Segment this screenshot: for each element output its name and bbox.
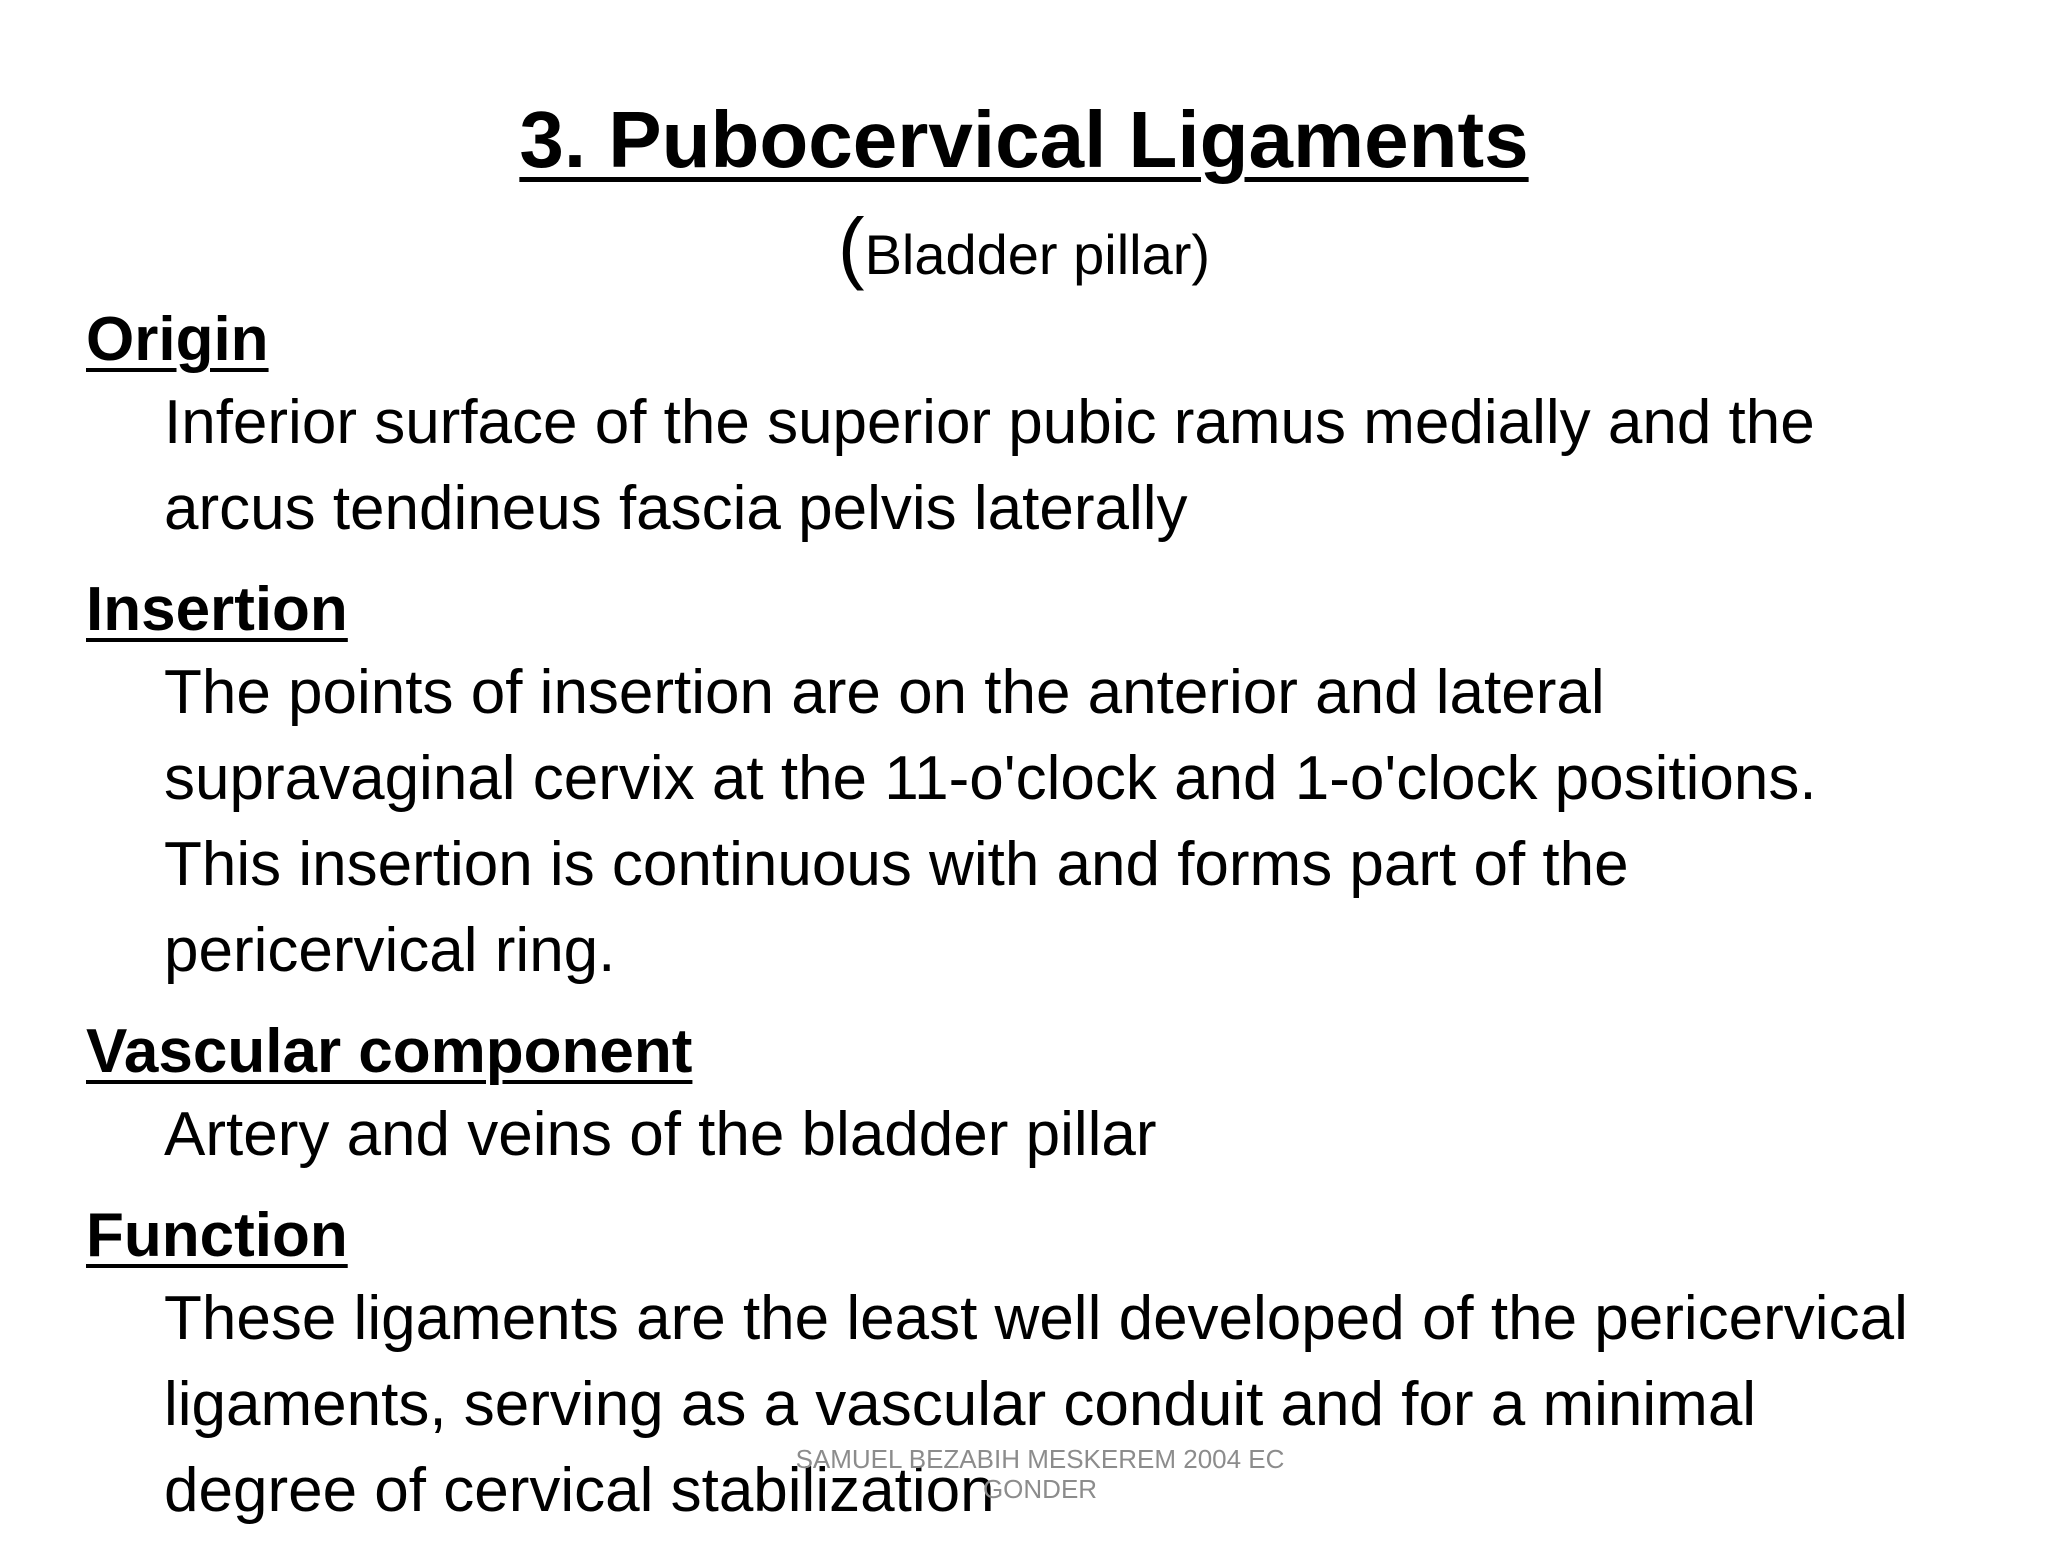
slide-title-text: 3. Pubocervical Ligaments: [519, 95, 1529, 184]
slide-subtitle: [0, 202, 2048, 291]
slide-content: [86, 300, 1966, 1552]
section-heading-insertion: Insertion: [86, 575, 348, 644]
slide-title: [0, 92, 2048, 188]
section-heading-function: Function: [86, 1201, 348, 1270]
section-text-origin: Inferior surface of the superior pubic ramus medially and the arcus tendineus fascia pelvis laterally: [164, 388, 1815, 543]
subtitle-text: Bladder pillar): [864, 223, 1211, 286]
section-text-insertion: The points of insertion are on the anterior and lateral supravaginal cervix at the 11-o'clock and 1-o'clock positions. This insertion is continuous with and forms part of the pericervical ring.: [164, 658, 1817, 985]
section-heading-vascular-component: Vascular component: [86, 1017, 693, 1086]
section-insertion: [86, 570, 1966, 994]
section-origin: [86, 300, 1966, 552]
section-vascular-component: [86, 1012, 1966, 1178]
section-text-function: These ligaments are the least well developed of the pericervical ligaments, serving as a vascular conduit and for a minimal degree of cervical stabilization: [164, 1284, 1908, 1525]
slide-footer: SAMUEL BEZABIH MESKEREM 2004 EC GONDER: [795, 1444, 1285, 1504]
section-text-vascular-component: Artery and veins of the bladder pillar: [164, 1100, 1157, 1169]
subtitle-open-paren: (: [837, 202, 865, 291]
section-heading-origin: Origin: [86, 305, 269, 374]
